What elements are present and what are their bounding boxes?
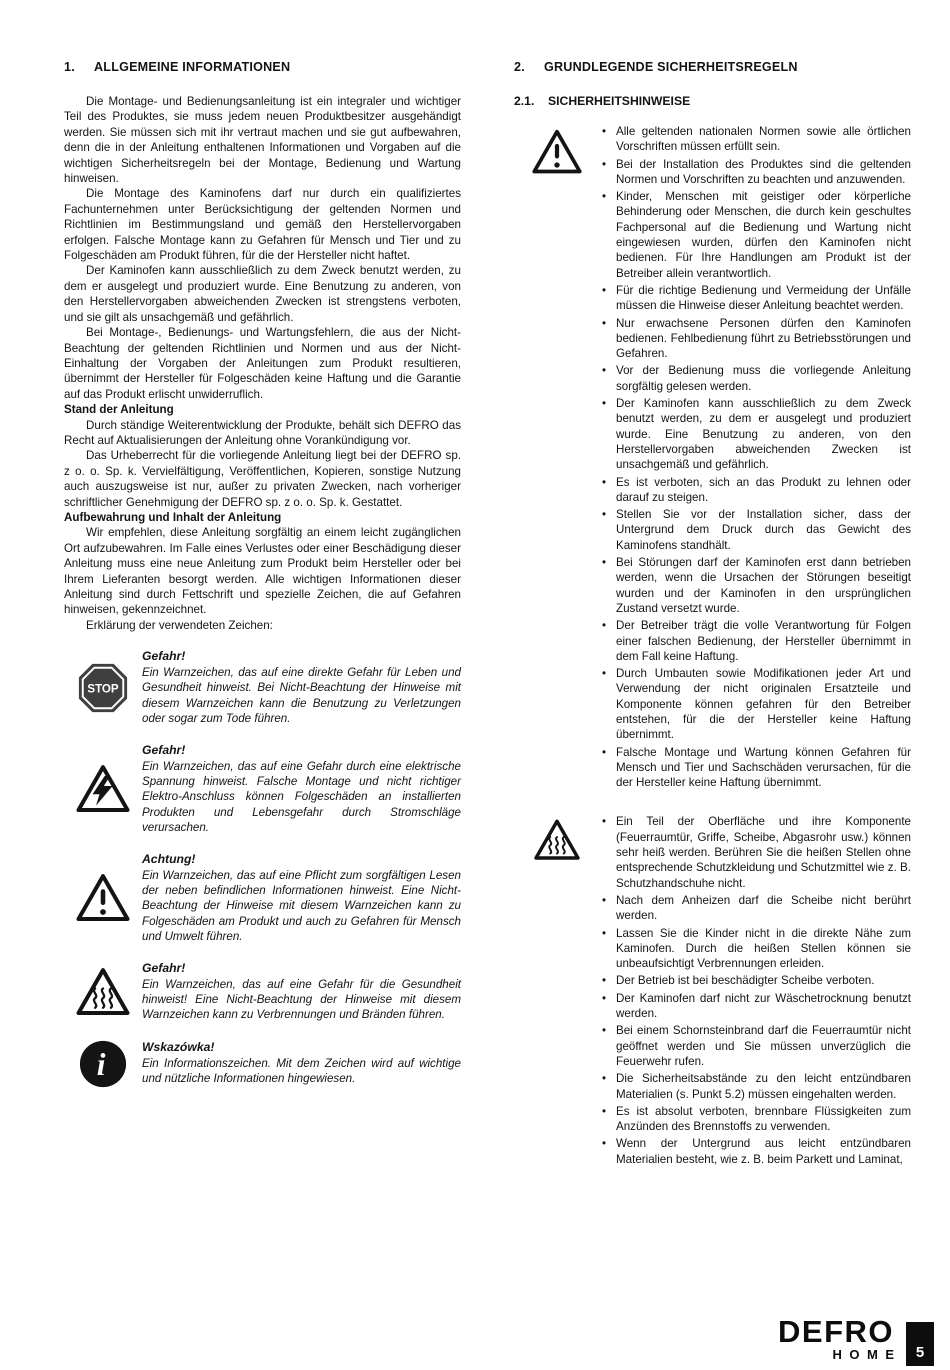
section-2-title: GRUNDLEGENDE SICHERHEITSREGELN — [544, 60, 798, 74]
symbol-title: Gefahr! — [142, 961, 186, 976]
symbol-row-info — [64, 1040, 461, 1088]
paragraph: Die Montage des Kaminofens darf nur durch ein qualifiziertes Fachunternehmen unter Berücksichtigung der geltenden Normen und Richtlinien im Bestimmungsland und gemäß den Herstellervorgaben erfolgen. Falsche Montage kann zu Gefahren für Mensch und Tier und zu Folgeschäden am Produkt führen, für die der Hersteller nicht haftet. — [64, 187, 461, 263]
symbol-row-stop — [64, 649, 461, 726]
section-1-heading — [64, 60, 461, 74]
safety-bullet: • Die Sicherheitsabstände zu den leicht entzündbaren Materialien (s. Punkt 5.2) müssen eingehalten werden. — [600, 1071, 911, 1102]
stop-sign-label: STOP — [87, 682, 119, 695]
general-information-text — [64, 94, 461, 633]
electric-shock-icon — [64, 743, 142, 835]
section-1-title: ALLGEMEINE INFORMATIONEN — [94, 60, 291, 74]
safety-group-general — [514, 124, 911, 792]
symbol-title: Achtung! — [142, 852, 196, 867]
symbol-row-electric — [64, 743, 461, 835]
right-column — [514, 60, 911, 1191]
safety-bullet: • Vor der Bedienung muss die vorliegende Anleitung sorgfältig gelesen werden. — [600, 363, 911, 394]
paragraph: Der Kaminofen kann ausschließlich zu dem Zweck benutzt werden, zu dem er ausgelegt und produziert wurde. Eine Benutzung zu anderen, von den Herstellervorgaben abweichenden Zwecken ist strengstens verboten, und sie gilt als unsachgemäß und gefährlich. — [64, 264, 461, 324]
section-2-heading — [514, 60, 911, 74]
paragraph: Erklärung der verwendeten Zeichen: — [86, 618, 273, 632]
symbol-title: Gefahr! — [142, 743, 186, 758]
safety-bullet: • Der Kaminofen darf nicht zur Wäschetrocknung benutzt werden. — [600, 991, 911, 1022]
safety-bullet-list-general — [600, 124, 911, 792]
symbol-text: Ein Warnzeichen, das auf eine direkte Gefahr für Leben und Gesundheit hinweist. Bei Nicht-Beachtung der Hinweise mit diesem Warnzeichen kann die Benutzung zu Verletzungen oder sogar zum Tode führen. — [142, 666, 461, 725]
safety-bullet: • Wenn der Untergrund aus leicht entzündbaren Materialien besteht, wie z. B. beim Parkett und Laminat, — [600, 1136, 911, 1167]
symbol-description-attention — [142, 852, 461, 944]
safety-bullet: • Der Betrieb ist bei beschädigter Scheibe verboten. — [600, 973, 911, 988]
safety-bullet: • Nach dem Anheizen darf die Scheibe nicht berührt werden. — [600, 893, 911, 924]
symbol-title: Wskazówka! — [142, 1039, 215, 1054]
safety-bullet: • Bei einem Schornsteinbrand darf die Feuerraumtür nicht geöffnet werden und Sie müssen unverzüglich die Feuerwehr rufen. — [600, 1023, 911, 1069]
safety-bullet: • Ein Teil der Oberfläche und ihre Komponente (Feuerraumtür, Griffe, Scheibe, Abgasrohr usw.) können sehr heiß werden. Berühren Sie die heißen Stellen ohne entsprechende Schutzkleidung und Schutzmittel wie z. B. Schutzhandschuhe nicht. — [600, 814, 911, 890]
safety-bullet: • Bei Störungen darf der Kaminofen erst dann betrieben werden, wenn die Ursachen der Störungen beseitigt wurden und der Kaminofen in den ursprünglichen Zustand versetzt wurde. — [600, 555, 911, 616]
hot-surface-icon — [514, 814, 600, 1169]
page-footer — [778, 1314, 934, 1366]
symbol-text: Ein Informationszeichen. Mit dem Zeichen wird auf wichtige und nützliche Informationen hingewiesen. — [142, 1056, 461, 1085]
sub-heading: Stand der Anleitung — [64, 403, 174, 417]
symbol-row-attention — [64, 852, 461, 944]
paragraph: Wir empfehlen, diese Anleitung sorgfältig an einem leicht zugänglichen Ort aufzubewahren. Im Falle eines Verlustes oder einer Beschädigung dieser Anleitung muss eine neue Anleitung zum Produkt beim Hersteller oder bei Ihrem Lieferanten besorgt werden. Alle wichtigen Informationen dieser Anleitung sind durch Fettschrift und spezielle Zeichen, die auf Gefahren hinweisen, gekennzeichnet. — [64, 526, 461, 617]
symbol-text: Ein Warnzeichen, das auf eine Gefahr für die Gesundheit hinweist! Eine Nicht-Beachtung der Hinweise mit diesem Warnzeichen kann zu Verbrennungen und Bränden führen. — [142, 978, 461, 1022]
safety-bullet: • Stellen Sie vor der Installation sicher, dass der Untergrund dem Druck durch das Gewicht des Kaminofens standhält. — [600, 507, 911, 553]
svg-text:i: i — [96, 1046, 106, 1082]
safety-bullet: • Lassen Sie die Kinder nicht in die direkte Nähe zum Kaminofen. Durch die heißen Stellen können sie unbeaufsichtigt Verbrennungen erleiden. — [600, 926, 911, 972]
symbol-text: Ein Warnzeichen, das auf eine Pflicht zum sorgfältigen Lesen der neben befindlichen Informationen hinweist. Eine Nicht-Beachtung der Hinweise mit diesem Warnzeichen kann zu Folgeschäden am Produkt und auch zu Gefahren für Mensch und Umwelt führen. — [142, 869, 461, 943]
symbol-text: Ein Warnzeichen, das auf eine Gefahr durch eine elektrische Spannung hinweist. Falsche Montage und nicht richtiger Elektro-Anschluss können Folgeschäden an installierten Produkten und Lebensgefahr durch Stromschläge verursachen. — [142, 760, 461, 834]
hot-surface-icon — [64, 961, 142, 1023]
section-2-number: 2. — [514, 60, 525, 74]
symbol-title: Gefahr! — [142, 649, 186, 664]
safety-bullet: • Für die richtige Bedienung und Vermeidung der Unfälle müssen die Hinweise dieser Anleitung beachtet werden. — [600, 283, 911, 314]
section-2-1-title: SICHERHEITSHINWEISE — [548, 94, 691, 108]
safety-bullet: • Kinder, Menschen mit geistiger oder körperliche Behinderung oder Menschen, die durch kein geschultes Fachpersonal auf die Bedienung und Wartung nicht eingewiesen wurden, dürfen den Kaminofen nicht bedienen. Für Ihre Handlungen am Produkt ist der Betreiber allein verantwortlich. — [600, 189, 911, 281]
safety-bullet: • Alle geltenden nationalen Normen sowie alle örtlichen Vorschriften müssen erfüllt sein. — [600, 124, 911, 155]
safety-bullet: • Nur erwachsene Personen dürfen den Kaminofen bedienen. Fehlbedienung führt zu Betriebsstörungen und Gefahren. — [600, 316, 911, 362]
symbol-row-hot — [64, 961, 461, 1023]
sub-heading: Aufbewahrung und Inhalt der Anleitung — [64, 510, 282, 524]
safety-bullet: • Der Betreiber trägt die volle Verantwortung für Folgen einer falschen Bedienung, der Hersteller übernimmt in dem Fall keine Haftung. — [600, 618, 911, 664]
safety-bullet-list-hot — [600, 814, 911, 1169]
symbol-description-stop — [142, 649, 461, 726]
page-number: 5 — [915, 1344, 925, 1361]
safety-bullet: • Der Kaminofen kann ausschließlich zu dem Zweck benutzt werden, zu dem er ausgelegt und produziert wurde. Eine Benutzung zu anderen, von den Herstellervorgaben abweichenden Zwecken ist unsachgemäß und gefährlich. — [600, 396, 911, 472]
paragraph: Die Montage- und Bedienungsanleitung ist ein integraler und wichtiger Teil des Produktes, sie muss jedem neuen Produktbesitzer ausgehändigt werden. Sie müssen sich mit ihr vertraut machen und sie gut aufbewahren, denn die in der Anleitung enthaltenen Informationen und Vorgaben auf die wichtigen Sicherheitsregeln bei der Montage, Bedienung und Wartung hinweisen. — [64, 95, 461, 186]
attention-icon — [64, 852, 142, 944]
defro-home-logo — [778, 1314, 902, 1366]
paragraph: Durch ständige Weiterentwicklung der Produkte, behält sich DEFRO das Recht auf Aktualisierungen der Anleitung ohne Vorankündigung vor. — [64, 418, 461, 447]
left-column — [64, 60, 461, 1105]
symbol-description-info — [142, 1040, 461, 1088]
section-2-1-heading — [514, 94, 911, 108]
safety-bullet: • Es ist verboten, sich an das Produkt zu lehnen oder darauf zu steigen. — [600, 475, 911, 506]
safety-bullet: • Falsche Montage und Wartung können Gefahren für Mensch und Tier und Sachschäden verursachen, für die der Hersteller keine Haftung übernimmt. — [600, 745, 911, 791]
paragraph: Das Urheberrecht für die vorliegende Anleitung liegt bei der DEFRO sp. z o. o. Sp. k. Vervielfältigung, Veröffentlichen, Kopieren, sonstige Nutzung auch auszugsweise ist nur, außer zu privaten Zwecken, nach vorheriger schriftlicher Genehmigung der DEFRO sp. z o. o. Sp. k. Gestattet. — [64, 449, 461, 509]
page-number-badge — [906, 1322, 934, 1366]
warning-triangle-icon — [514, 124, 600, 792]
section-2-1-number: 2.1. — [514, 94, 535, 108]
info-icon — [64, 1040, 142, 1088]
logo-defro-text: DEFRO — [778, 1314, 894, 1349]
section-1-number: 1. — [64, 60, 75, 74]
safety-bullet: • Bei der Installation des Produktes sind die geltenden Normen und Vorschriften zu beachten und anzuwenden. — [600, 157, 911, 188]
symbol-description-electric — [142, 743, 461, 835]
logo-home-text: HOME — [832, 1347, 902, 1362]
symbol-legend — [64, 649, 461, 1087]
safety-bullet: • Durch Umbauten sowie Modifikationen jeder Art und Verwendung der nicht originalen Ersatzteile und Komponente können gefahren für den Betreiber entstehen, für die der Hersteller keine Haftung übernimmt. — [600, 666, 911, 742]
paragraph: Bei Montage-, Bedienungs- und Wartungsfehlern, die aus der Nicht-Beachtung der geltenden Richtlinien und Normen und aus der Nicht-Einhaltung der Vorgaben der Anleitungen zum Produkt resultieren, übernimmt der Hersteller für Folgeschäden keine Haftung und die Garantie auf das Produkt erlischt unwiderruflich. — [64, 326, 461, 401]
stop-icon — [64, 649, 142, 726]
safety-group-hot-surface — [514, 814, 911, 1169]
symbol-description-hot — [142, 961, 461, 1023]
safety-bullet: • Es ist absolut verboten, brennbare Flüssigkeiten zum Anzünden des Brennstoffs zu verwenden. — [600, 1104, 911, 1135]
